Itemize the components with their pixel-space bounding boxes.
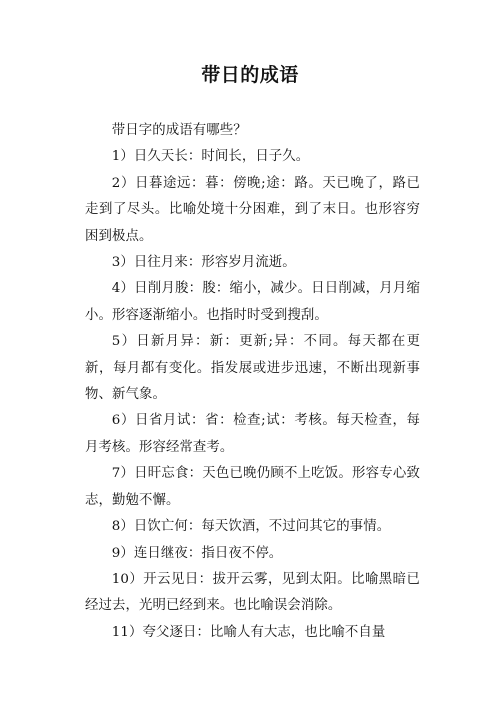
idiom-entry: 7）日旰忘食：天色已晚仍顾不上吃饭。形容专心致志，勤勉不懈。 xyxy=(85,466,420,508)
idiom-entry: 8）日饮亡何：每天饮酒，不过问其它的事情。 xyxy=(111,519,391,535)
idiom-entry: 4）日削月朘：朘：缩小，减少。日日削减，月月缩小。形容逐渐缩小。也指时时受到搜刮。 xyxy=(85,281,420,323)
idiom-entry: 3）日往月来：形容岁月流逝。 xyxy=(111,255,296,271)
idiom-entry: 6）日省月试：省：检查;试：考核。每天检查，每月考核。形容经常查考。 xyxy=(85,413,420,455)
idiom-entry: 10）开云见日：拔开云雾，见到太阳。比喻黑暗已经过去，光明已经到来。也比喻误会消除。 xyxy=(85,571,420,614)
paragraph-intro: 带日字的成语有哪些？ xyxy=(111,123,247,138)
idiom-entry: 9）连日继夜：指日夜不停。 xyxy=(111,545,283,561)
page-title: 带日的成语 xyxy=(201,64,299,86)
idiom-entry: 5）日新月异：新：更新;异：不同。每天都在更新，每月都有变化。指发展或进步迅速，不断出现新事物、新气象。 xyxy=(85,334,420,403)
document-body xyxy=(85,118,420,646)
idiom-entry: 2）日暮途远：暮：傍晚;途：路。天已晚了，路已走到了尽头。比喻处境十分困难，到了末日。也形容穷困到极点。 xyxy=(85,175,420,244)
idiom-entry: 11）夸父逐日：比喻人有大志，也比喻不自量 xyxy=(111,624,386,640)
idiom-entry: 1）日久天长：时间长，日子久。 xyxy=(111,149,310,165)
